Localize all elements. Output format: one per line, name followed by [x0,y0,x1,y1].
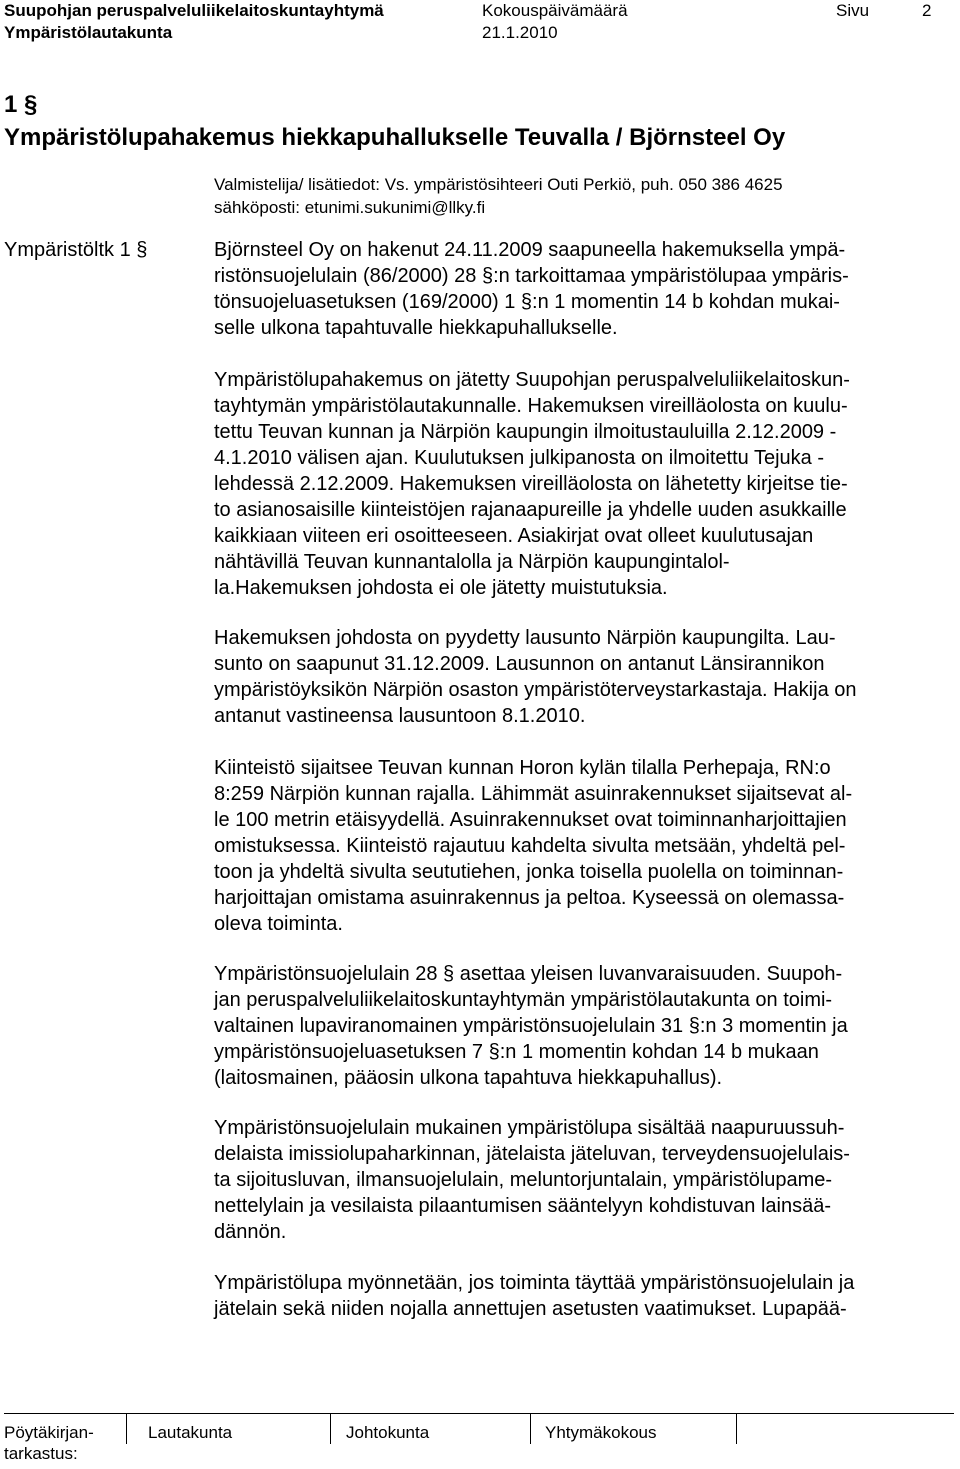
footer-separator [126,1414,127,1444]
paragraph: Hakemuksen johdosta on pyydetty lausunto Närpiön kaupungilta. Lau- sunto on saapunut 31.12.2009. Lausunnon on antanut Länsirannikon ympäristöyksikön Närpiön osaston ympäristöterveystarkastaja. Hakija on antanut vastineensa lausuntoon 8.1.2010. [214,627,857,727]
footer-divider [4,1413,954,1414]
footer-separator [530,1414,531,1444]
paragraph: Ympäristölupahakemus on jätetty Suupohjan peruspalveluliikelaitoskun- tayhtymän ympäristölautakunnalle. Hakemuksen vireilläolosta on kuulu- tettu Teuvan kunnan ja Närpiön kaupungin ilmoitustauluilla 2.12.2009 - 4.1.2010 välisen ajan. Kuulutuksen julkipanosta on ilmoitettu Tejuka - lehdessä 2.12.2009. Hakemuksen vireilläolosta on lähetetty kirjeitse tie- to asianosaisille kiinteistöjen rajanaapureille ja yhdelle uuden asukkaille kaikkiaan viiteen eri osoitteeseen. Asiakirjat ovat olleet kuulutusajan nähtävillä Teuvan kunnantalolla ja Närpiön kaupungintalol- la.Hakemuksen johdosta ei ole jätetty muistutuksia. [214,369,850,599]
side-label: Ympäristöltk 1 § [4,239,148,261]
header-date: 21.1.2010 [482,23,558,42]
paragraph: Ympäristönsuojelulain mukainen ympäristölupa sisältää naapuruussuh- delaista imissiolupaharkinnan, jätelaista jäteluvan, terveydensuojelulais- ta sijoitusluvan, ilmansuojelulain, meluntorjuntalain, ympäristölupame- nettelylain ja vesilaista pilaantumisen sääntelyyn kohdistuvan lainsää- dännön. [214,1117,850,1243]
header-board: Ympäristölautakunta [4,23,173,42]
header-page-number: 2 [922,1,932,20]
header-date-label: Kokouspäivämäärä [482,1,628,20]
preparer-info [214,173,783,219]
paragraph: Björnsteel Oy on hakenut 24.11.2009 saapuneella hakemuksella ympä- ristönsuojelulain (86/2000) 28 §:n tarkoittamaa ympäristölupaa ympäris- tönsuojeluasetuksen (169/2000) 1 §:n 1 momentin 14 b kohdan mukai- selle ulkona tapahtuvalle hiekkapuhallukselle. [214,239,849,339]
header-page-label: Sivu [836,1,870,20]
footer-col-management: Johtokunta [346,1423,430,1442]
item-number: 1 § [4,91,38,118]
paragraph: Kiinteistö sijaitsee Teuvan kunnan Horon kylän tilalla Perhepaja, RN:o 8:259 Närpiön kunnan rajalla. Lähimmät asuinrakennukset sijaitsevat al- le 100 metrin etäisyydellä. Asuinrakennukset ovat toiminnanharjoittajien omistuksessa. Kiinteistö rajautuu kahdelta sivulta metsään, yhdeltä pel- toon ja yhdeltä sivulta seututiehen, jonka toisella puolella on toiminnan- harjoittajan omistama asuinrakennus ja peltoa. Kyseessä on olemassa- oleva toiminta. [214,757,853,935]
item-title: Ympäristölupahakemus hiekkapuhallukselle Teuvalla / Björnsteel Oy [4,124,786,151]
header-org: Suupohjan peruspalveluliikelaitoskuntayhtymä [4,1,384,20]
paragraph: Ympäristönsuojelulain 28 § asettaa yleisen luvanvaraisuuden. Suupoh- jan peruspalveluliikelaitoskuntayhtymän ympäristölautakunta on toimi- valtainen lupaviranomainen ympäristönsuojelulain 31 §:n 3 momentin ja ympäristönsuojeluasetuksen 7 §:n 1 momentin kohdan 14 b mukaan (laitosmainen, pääosin ulkona tapahtuva hiekkapuhallus). [214,963,848,1089]
footer-separator [736,1414,737,1444]
preparer-line: Valmistelija/ lisätiedot: Vs. ympäristösihteeri Outi Perkiö, puh. 050 386 4625 [214,175,783,194]
footer-review-label: Pöytäkirjan- tarkastus: [4,1423,94,1463]
item-heading [4,88,785,154]
footer-col-board: Lautakunta [148,1423,233,1442]
footer-separator [330,1414,331,1444]
preparer-email: sähköposti: etunimi.sukunimi@llky.fi [214,198,486,217]
paragraph: Ympäristölupa myönnetään, jos toiminta täyttää ympäristönsuojelulain ja jätelain sekä niiden nojalla annettujen asetusten vaatimukset. Lupapää- [214,1272,855,1320]
footer-col-assembly: Yhtymäkokous [545,1423,657,1442]
